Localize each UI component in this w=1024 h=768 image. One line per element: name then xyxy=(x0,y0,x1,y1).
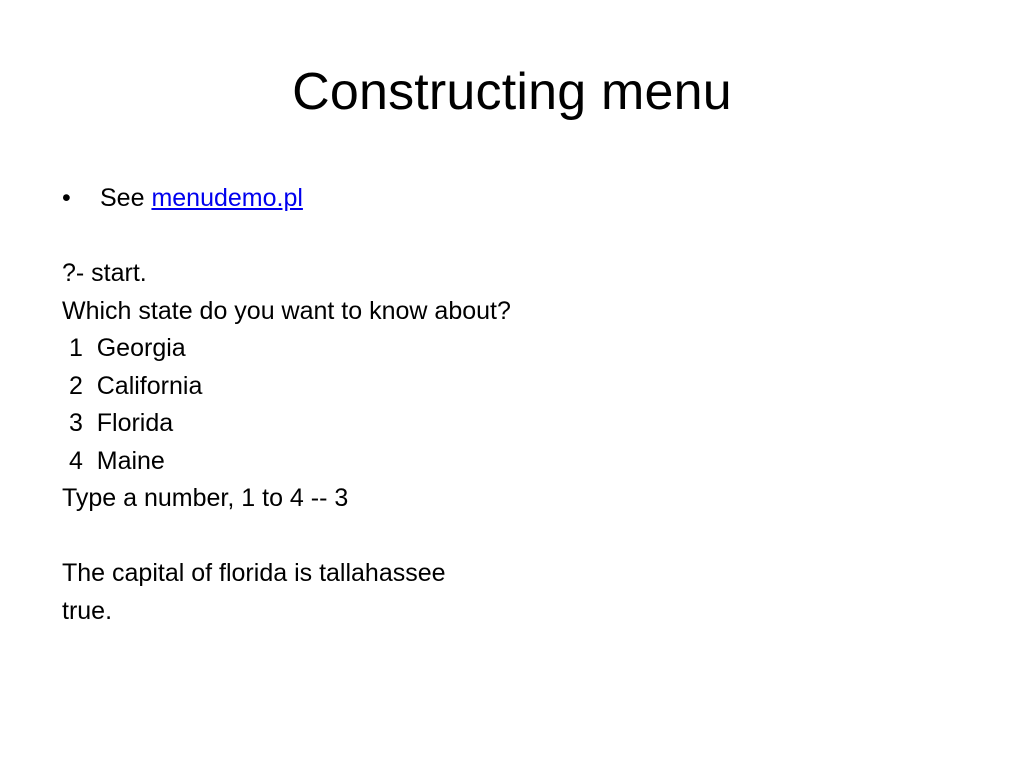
session-line-question: Which state do you want to know about? xyxy=(62,296,511,325)
session-line-prompt: ?- start. xyxy=(62,259,147,287)
session-line-input: Type a number, 1 to 4 -- 3 xyxy=(62,484,349,512)
menu-option-georgia: 1 Georgia xyxy=(62,334,186,362)
blank-line xyxy=(62,218,962,256)
bullet-item xyxy=(62,180,962,218)
result-output xyxy=(62,555,962,630)
bullet-prefix: See xyxy=(100,184,152,212)
menudemo-link[interactable]: menudemo.pl xyxy=(151,184,303,212)
menu-option-maine: 4 Maine xyxy=(62,446,165,475)
bullet-text xyxy=(100,180,303,218)
slide-title: Constructing menu xyxy=(292,63,732,121)
menu-option-california: 2 California xyxy=(62,371,203,400)
session-output xyxy=(62,255,962,518)
result-line-capital: The capital of florida is tallahassee xyxy=(62,559,446,587)
bullet-icon: • xyxy=(62,184,71,212)
blank-line xyxy=(62,518,962,556)
slide-content xyxy=(62,180,962,630)
menu-option-florida: 3 Florida xyxy=(62,409,174,437)
result-line-true: true. xyxy=(62,596,113,625)
